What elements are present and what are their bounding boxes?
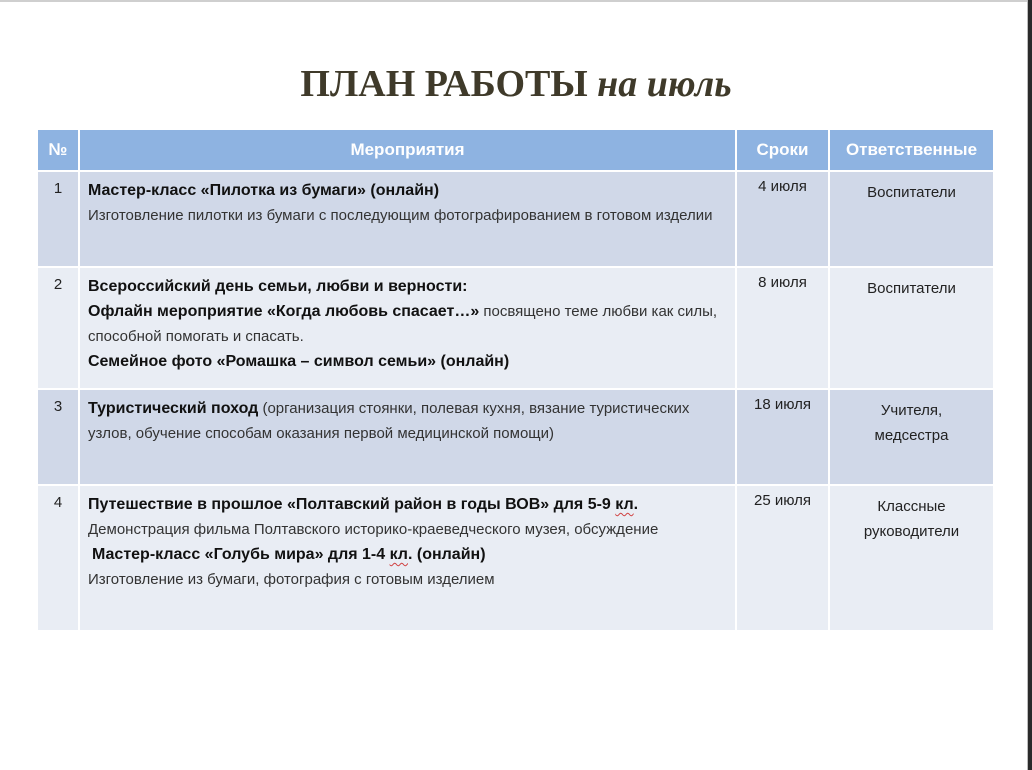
spellcheck-word: кл <box>615 496 634 513</box>
event-desc: Изготовление пилотки из бумаги с последующим фотографированием в готовом изделии <box>88 207 713 224</box>
plan-table <box>36 128 995 632</box>
event-desc-2: Изготовление из бумаги, фотография с готовым изделием <box>88 571 495 588</box>
row-date: 18 июля <box>736 389 829 485</box>
table-row <box>37 485 994 631</box>
row-resp: Воспитатели <box>829 267 994 389</box>
title-main: ПЛАН РАБОТЫ <box>300 63 588 105</box>
row-resp <box>829 389 994 485</box>
event-title-text: Путешествие в прошлое «Полтавский район в годы ВОВ» для 5-9 <box>88 496 616 513</box>
header-date: Сроки <box>736 129 829 171</box>
header-num: № <box>37 129 79 171</box>
row-event <box>79 485 736 631</box>
row-event <box>79 171 736 267</box>
row-resp: Воспитатели <box>829 171 994 267</box>
row-resp <box>829 485 994 631</box>
event-title-2-text: Мастер-класс «Голубь мира» для 1-4 <box>92 546 390 563</box>
page-title <box>0 62 1032 106</box>
resp-line-2: медсестра <box>874 427 949 444</box>
header-resp: Ответственные <box>829 129 994 171</box>
event-title: Туристический поход <box>88 400 259 417</box>
event-title-2-end: . (онлайн) <box>407 546 486 563</box>
row-num: 3 <box>37 389 79 485</box>
header-event: Мероприятия <box>79 129 736 171</box>
table-row <box>37 389 994 485</box>
table-row <box>37 171 994 267</box>
event-title: Мастер-класс «Пилотка из бумаги» (онлайн) <box>88 182 440 199</box>
event-title-2 <box>88 542 727 567</box>
event-desc <box>88 299 727 349</box>
resp-line-2: руководители <box>863 523 960 540</box>
event-subtitle-desc: посвящено теме любви как силы, способной помогать и спасать. <box>88 303 718 345</box>
row-num: 4 <box>37 485 79 631</box>
event-desc <box>88 396 727 446</box>
event-title <box>88 492 727 517</box>
slide-top-border <box>0 0 1032 2</box>
event-subtitle: Офлайн мероприятие «Когда любовь спасает…» <box>88 303 480 320</box>
event-title-2: Семейное фото «Ромашка – символ семьи» (онлайн) <box>88 353 510 370</box>
row-date: 25 июля <box>736 485 829 631</box>
table-row <box>37 267 994 389</box>
row-date: 8 июля <box>736 267 829 389</box>
event-title-end: . <box>633 496 639 513</box>
title-sub: на июль <box>597 63 732 105</box>
slide-right-border <box>1028 0 1032 770</box>
row-num: 2 <box>37 267 79 389</box>
row-num: 1 <box>37 171 79 267</box>
resp-line-1: Учителя, <box>880 402 943 419</box>
event-desc: Демонстрация фильма Полтавского историко-краеведческого музея, обсуждение <box>88 521 659 538</box>
row-event <box>79 267 736 389</box>
table-header-row <box>37 129 994 171</box>
row-date: 4 июля <box>736 171 829 267</box>
row-event <box>79 389 736 485</box>
spellcheck-word: кл <box>389 546 408 563</box>
resp-line-1: Классные <box>877 498 946 515</box>
event-title: Всероссийский день семьи, любви и верности: <box>88 278 468 295</box>
event-title-desc: (организация стоянки, полевая кухня, вязание туристических узлов, обучение способам оказания первой медицинской помощи) <box>88 400 690 442</box>
